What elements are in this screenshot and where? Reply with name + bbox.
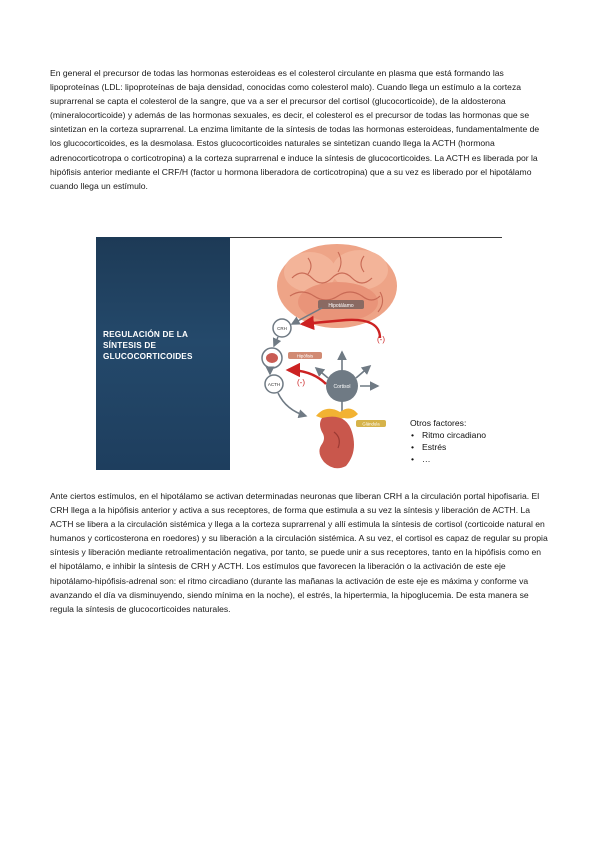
kidney-icon: [316, 408, 358, 468]
other-factors-title: Otros factores:: [410, 418, 467, 428]
factor-item: • Estrés: [410, 441, 502, 453]
acth-label: ACTH: [267, 382, 281, 387]
adrenal-label: Glándula: [362, 421, 380, 427]
brain-icon: [277, 244, 397, 328]
other-factors: [410, 417, 502, 465]
figure-title-panel: [96, 237, 230, 470]
figure-title: REGULACIÓN DE LA SÍNTESIS DE GLUCOCORTICOIDES: [103, 330, 193, 361]
factor-item: • …: [410, 453, 502, 465]
pituitary-label: Hipófisis: [296, 353, 314, 359]
cortisol-label: Cortisol: [333, 384, 351, 390]
crh-label: CRH: [277, 326, 287, 331]
factor-item: • Ritmo circadiano: [410, 429, 502, 441]
inhibition-top-label: (-): [377, 335, 385, 344]
body-paragraph: Ante ciertos estímulos, en el hipotálamo se activan determinadas neuronas que liberan CRH a la circulación portal hipofisaria. El CRH llega a la hipófisis anterior y activa a sus receptores, de forma que estimula a su vez la síntesis y liberación de ACTH. La ACTH se libera a la circulación sistémica y llega a la corteza suprarrenal y allí estimula la síntesis de cortisol (corticoide natural en humanos y corticosterona en roedores) y su liberación a la circulación sistémica. A su vez, el cortisol es capaz de regular su propia síntesis y liberación mediante retroalimentación negativa, por tanto, se puede unir a sus receptores, tanto en la hipófisis como en el hipotálamo, e inhibir la síntesis de CRH y ACTH. Los estímulos que favorecen la liberación o la activación de este eje hipotálamo-hipófisis-adrenal son: el ritmo circadiano (durante las mañanas la activación de este eje es máxima y conforme va avanzando el día va disminuyendo, siendo mínima en la noche), el estrés, la hipertermia, la hipoglucemia. De esta manera se regula la síntesis de glucocorticoides naturales.: [50, 491, 548, 614]
other-factors-list: [410, 429, 502, 465]
hypothalamus-label: Hipotálamo: [328, 303, 354, 309]
glucocorticoid-regulation-figure: [96, 237, 502, 470]
inhibition-bottom-label: (-): [297, 378, 305, 387]
intro-paragraph: En general el precursor de todas las hormonas esteroideas es el colesterol circulante en plasma que está formando las lipoproteínas (LDL: lipoproteínas de baja densidad, conocidas como colesterol malo). Cuando llega un estímulo a la corteza suprarrenal se capta el colesterol de la sangre, que va a ser el precursor del cortisol (glucocorticoide), de la aldosterona (mineralocorticoide) y además de las hormonas sexuales, es decir, el colesterol es el precursor de todas las hormonas que se sintetizan en la corteza suprarrenal. La enzima limitante de la síntesis de todas las hormonas esteroideas, fundamentalmente de los glucocorticoides, es la desmolasa. Estos glucocorticoides naturales se sintetizan cuando llega la ACTH (hormona adrenocorticotropa o corticotropina) a la corteza suprarrenal e induce la síntesis de glucocorticoides. La ACTH es liberada por la hipófisis anterior mediante el CRF/H (factor u hormona liberadora de corticotropina) que a su vez es liberado por el hipotálamo cuando llega un estímulo.: [50, 68, 540, 191]
